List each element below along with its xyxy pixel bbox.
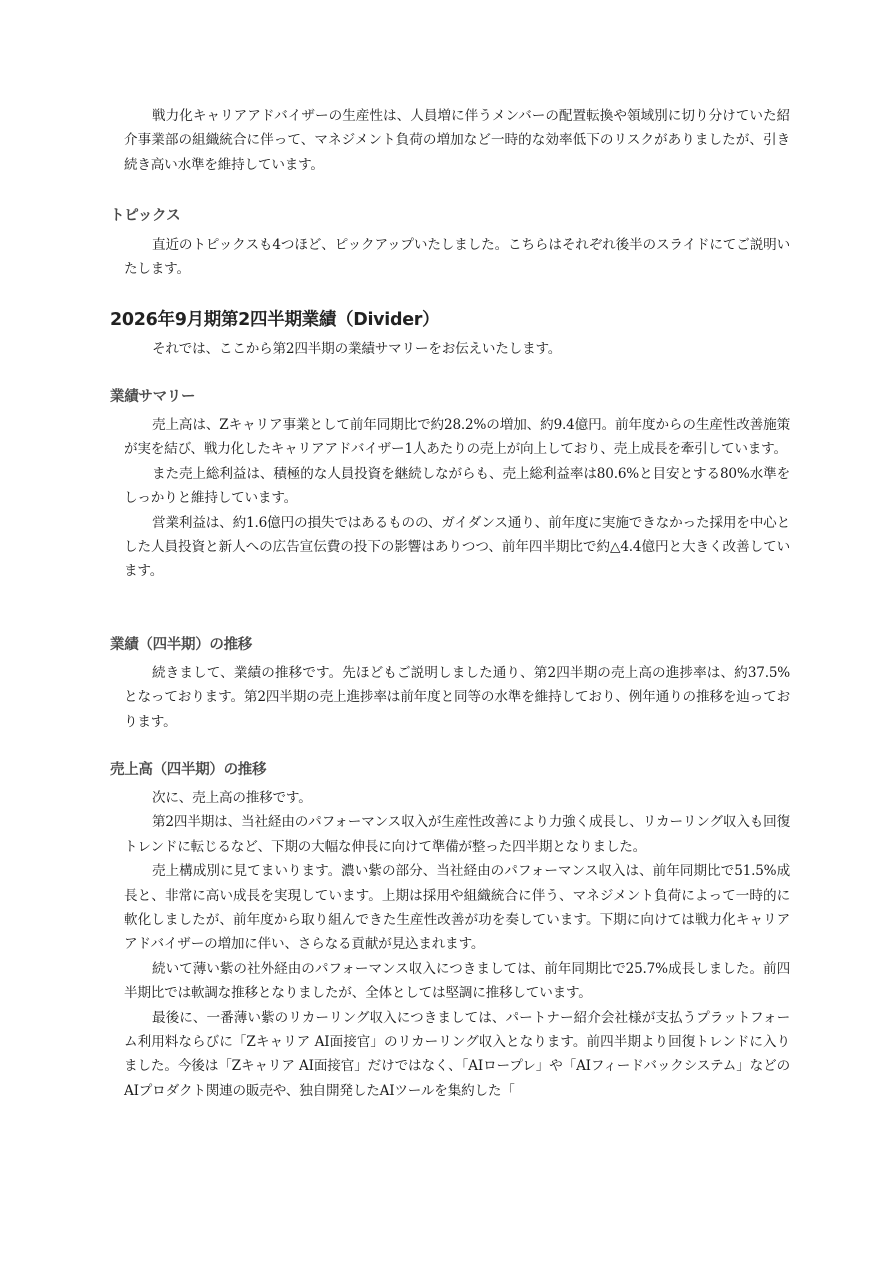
sales-paragraph-4: 続いて薄い紫の社外経由のパフォーマンス収入につきましては、前年同期比で25.7%成長しました。前四半期比では軟調な推移となりましたが、全体としては堅調に推移しています。 — [124, 960, 790, 1002]
divider-paragraph: それでは、ここから第2四半期の業績サマリーをお伝えいたします。 — [152, 341, 562, 357]
intro-section — [110, 104, 790, 177]
sales-paragraph-1: 次に、売上高の推移です。 — [152, 790, 312, 806]
sales-paragraph-3: 売上構成別に見てまいります。濃い紫の部分、当社経由のパフォーマンス収入は、前年同期比で51.5%成長と、非常に高い成長を実現しています。上期は採用や組織統合に伴う、マネジメント負荷によって一時的に軟化しましたが、前年度から取り組んできた生産性改善が功を奏しています。下期に向けては戦力化キャリアアドバイザーの増加に伴い、さらなる貢献が見込まれます。 — [124, 863, 790, 953]
topics-section — [110, 204, 790, 282]
quarterly-paragraph: 続きまして、業績の推移です。先ほどもご説明しました通り、第2四半期の売上高の進捗率は、約37.5%となっております。第2四半期の売上進捗率は前年度と同等の水準を維持しており、例年通りの推移を辿っております。 — [124, 665, 790, 730]
sales-section — [110, 758, 790, 1103]
topics-heading: トピックス — [110, 208, 181, 224]
topics-paragraph: 直近のトピックスも4つほど、ピックアップいたしました。こちらはそれぞれ後半のスライドにてご説明いたします。 — [124, 237, 790, 278]
summary-paragraph-1: 売上高は、Zキャリア事業として前年同期比で約28.2%の増加、約9.4億円。前年度からの生産性改善施策が実を結び、戦力化したキャリアアドバイザー1人あたりの売上が向上しており、売上成長を牽引しています。 — [124, 417, 790, 458]
sales-paragraph-2: 第2四半期は、当社経由のパフォーマンス収入が生産性改善により力強く成長し、リカーリング収入も回復トレンドに転じるなど、下期の大幅な伸長に向けて準備が整った四半期となりました。 — [124, 814, 790, 855]
summary-heading: 業績サマリー — [110, 389, 196, 405]
sales-heading: 売上高（四半期）の推移 — [110, 762, 267, 778]
summary-section — [110, 385, 790, 584]
quarterly-section — [110, 633, 790, 734]
intro-paragraph: 戦力化キャリアアドバイザーの生産性は、人員増に伴うメンバーの配置転換や領域別に切り分けていた紹介事業部の組織統合に伴って、マネジメント負荷の増加など一時的な効率低下のリスクがありましたが、引き続き高い水準を維持しています。 — [124, 108, 790, 173]
summary-paragraph-3: 営業利益は、約1.6億円の損失ではあるものの、ガイダンス通り、前年度に実施できなかった採用を中心とした人員投資と新人への広告宣伝費の投下の影響はありつつ、前年四半期比で約△4.4億円と大きく改善しています。 — [124, 514, 790, 580]
divider-heading: 2026年9月期第2四半期業績（Divider） — [110, 310, 440, 330]
sales-paragraph-5: 最後に、一番薄い紫のリカーリング収入につきましては、パートナー紹介会社様が支払うプラットフォーム利用料ならびに「Zキャリア AI面接官」のリカーリング収入となります。前四半期より回復トレンドに入りました。今後は「Zキャリア AI面接官」だけではなく、「AIロープレ」や「AIフィードバックシステム」などのAIプロダクト関連の販売や、独自開発したAIツールを集約した「 — [124, 1009, 790, 1099]
divider-section — [110, 306, 790, 361]
summary-paragraph-2: また売上総利益は、積極的な人員投資を継続しながらも、売上総利益率は80.6%と目安とする80%水準をしっかりと維持しています。 — [124, 465, 790, 507]
quarterly-heading: 業績（四半期）の推移 — [110, 637, 252, 653]
